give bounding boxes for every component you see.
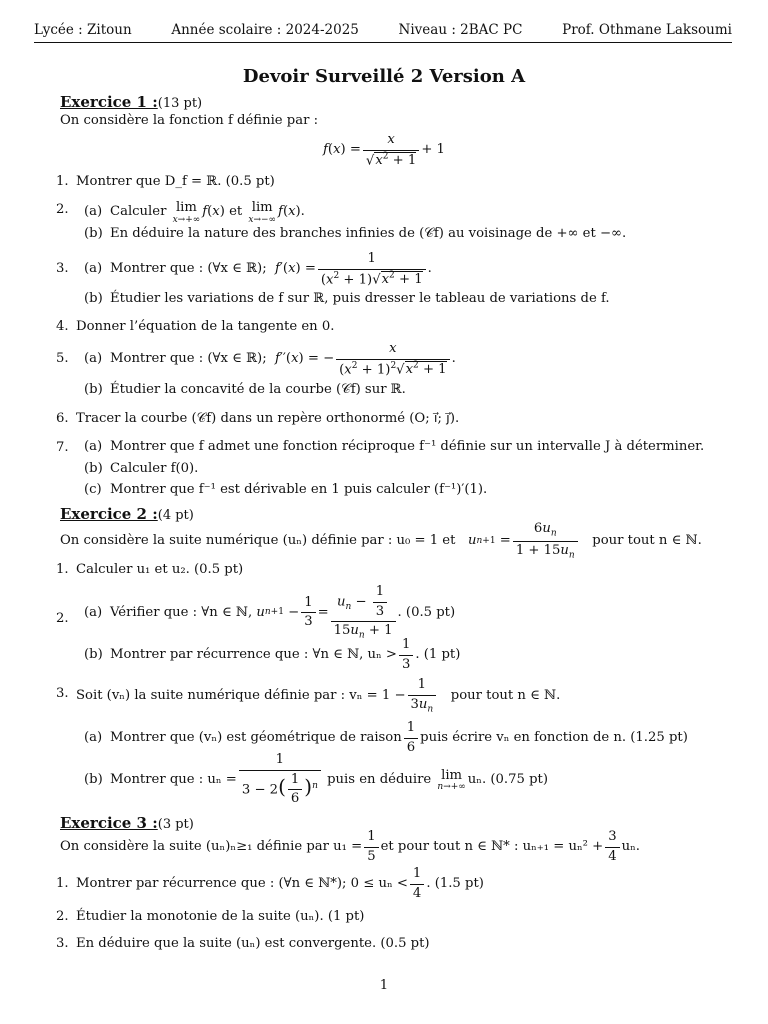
exercise-1-title [60,93,202,112]
exercise-1-points: (13 pt) [157,96,203,111]
ex1-q5b: (b) Étudier la concavité de la courbe (𝒞f) sur ℝ. [84,382,406,397]
ex1-q6: Tracer la courbe (𝒞f) dans un repère orthonormé (O; i⃗; j⃗). [76,411,460,426]
ex2-q2b: (b) Montrer par récurrence que : ∀n ∈ ℕ, uₙ > $\frac{1}{3}$ . (1 pt) [84,637,461,672]
school-name: Lycée : Zitoun [34,22,132,38]
page-number: 1 [379,978,389,993]
exercise-2-points: (4 pt) [157,508,194,523]
ex3-q1: Montrer par récurrence que : (∀n ∈ ℕ*); 0 ≤ uₙ < $\frac{1}{4}$ . (1.5 pt) [76,866,484,901]
ex3-q3: En déduire que la suite (uₙ) est convergente. (0.5 pt) [76,936,430,951]
class-level: Niveau : 2BAC PC [398,22,523,38]
page-header [34,22,732,43]
ex3-q2: Étudier la monotonie de la suite (uₙ). (1 pt) [76,909,365,924]
exercise-3-points: (3 pt) [157,817,194,832]
ex1-q1: Montrer que D_f = ℝ. (0.5 pt) [76,174,275,189]
ex1-q7a: (a) Montrer que f admet une fonction réciproque f⁻¹ définie sur un intervalle J à déterminer. [84,439,705,454]
ex1-q3a: (a) Montrer que : (∀x ∈ ℝ); f ′( x ) = $\frac{1}{(x^2 + 1)√x^2 + 1}$ . [84,251,432,287]
ex1-q7c: (c) Montrer que f⁻¹ est dérivable en 1 puis calculer (f⁻¹)′(1). [84,482,488,497]
teacher-name: Prof. Othmane Laksoumi [562,22,732,38]
ex2-q3b: (b) Montrer que : uₙ = 1 3 − 2( $\frac{1}{6}$ )$^n$ puis en déduire lim n→+∞ uₙ. (0.75 pt) [84,752,548,806]
ex2-q3: Soit (vₙ) la suite numérique définie par : vₙ = 1 − $\frac{1}{3u_n}$ pour tout n ∈ ℕ. [76,677,561,715]
ex2-q2a: (a) Vérifier que : ∀n ∈ ℕ, u n +1 − $\frac{1}{3}$ = $u_n$ − $\frac{1}{3}$ $15u_n + 1$ . (0.5 pt) [84,584,456,641]
exercise-1-intro: On considère la fonction f définie par : [60,113,319,128]
ex1-q7b: (b) Calculer f(0). [84,461,199,476]
ex1-q5a: (a) Montrer que : (∀x ∈ ℝ); f ′′( x ) = − $\frac{x}{(x^2 + 1)^2√x^2 + 1}$ . [84,341,456,377]
exercise-2-intro: On considère la suite numérique (uₙ) définie par : u₀ = 1 et u n +1 = $\frac{6u_n}{1 + 15u_n}$ pour tout n ∈ ℕ. [60,521,702,561]
function-definition: f ( x ) = $\frac{x}{√x^2 + 1}$ + 1 [323,132,445,168]
ex1-q2b: (b) En déduire la nature des branches infinies de (𝒞f) au voisinage de +∞ et −∞. [84,226,627,241]
page-title: Devoir Surveillé 2 Version A [242,66,526,87]
exercise-3-name: Exercice 3 : [60,814,158,832]
exercise-3-intro: On considère la suite (uₙ)ₙ≥₁ définie par u₁ = $\frac{1}{5}$ et pour tout n ∈ ℕ* : uₙ₊₁ = uₙ² + $\frac{3}{4}$ uₙ. [60,829,640,864]
ex2-q1: Calculer u₁ et u₂. (0.5 pt) [76,562,244,577]
ex1-q3b: (b) Étudier les variations de f sur ℝ, puis dresser le tableau de variations de f. [84,291,610,306]
exercise-2-name: Exercice 2 : [60,505,158,523]
ex1-q4: Donner l’équation de la tangente en 0. [76,319,335,334]
ex2-q3a: (a) Montrer que (vₙ) est géométrique de raison $\frac{1}{6}$ puis écrire vₙ en fonction de n. (1.25 pt) [84,720,688,755]
exercise-1-name: Exercice 1 : [60,93,158,111]
school-year: Année scolaire : 2024-2025 [171,22,359,38]
ex1-q2a: (a) Calculer lim x→+∞ f ( x ) et lim x→−∞ f ( x ). [84,200,305,225]
